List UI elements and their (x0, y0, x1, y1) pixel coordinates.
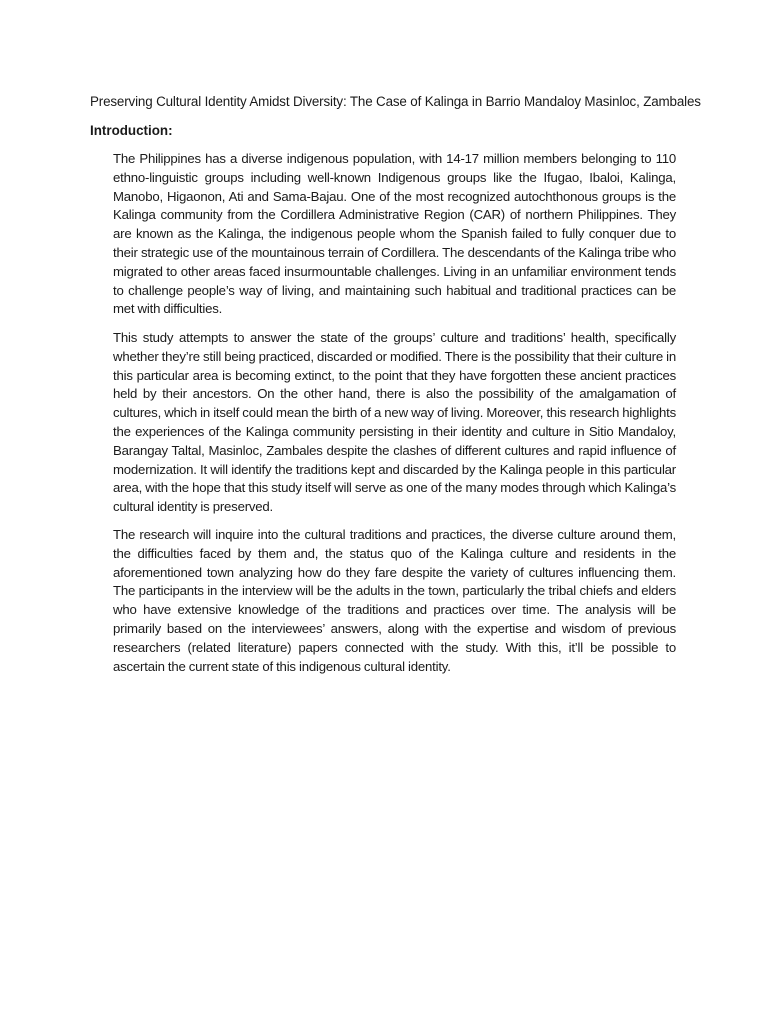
paragraph-3: The research will inquire into the cultural traditions and practices, the diverse culture around them, the difficulties faced by them and, the status quo of the Kalinga culture and residents in the aforementioned town analyzing how do they fare despite the variety of cultures influencing them. The participants in the interview will be the adults in the town, particularly the tribal chiefs and elders who have extensive knowledge of the traditions and practices over time. The analysis will be primarily based on the interviewees’ answers, along with the expertise and wisdom of previous researchers (related literature) papers connected with the study. With this, it’ll be possible to ascertain the current state of this indigenous cultural identity. (113, 527, 676, 674)
paragraph-1: The Philippines has a diverse indigenous population, with 14-17 million members belonging to 110 ethno-linguistic groups including well-known Indigenous groups like the Ifugao, Ibaloi, Kalinga, Manobo, Higaonon, Ati and Sama-Bajau. One of the most recognized autochthonous groups is the Kalinga community from the Cordillera Administrative Region (CAR) of northern Philippines. They are known as the Kalinga, the indigenous people whom the Spanish failed to fully conquer due to their strategic use of the mountainous terrain of Cordillera. The descendants of the Kalinga tribe who migrated to other areas faced insurmountable challenges. Living in an unfamiliar environment tends to challenge people’s way of living, and maintaining such habitual and traditional practices can be met with difficulties. (113, 151, 676, 317)
section-heading-introduction: Introduction: (90, 123, 173, 138)
document-title: Preserving Cultural Identity Amidst Diversity: The Case of Kalinga in Barrio Mandaloy Masinloc, Zambales (90, 94, 701, 109)
paragraph-2: This study attempts to answer the state of the groups’ culture and traditions’ health, specifically whether they’re still being practiced, discarded or modified. There is the possibility that their culture in this particular area is becoming extinct, to the point that they have forgotten these ancient practices held by their ancestors. On the other hand, there is also the possibility of the amalgamation of cultures, which in itself could mean the birth of a new way of living. Moreover, this research highlights the experiences of the Kalinga community persisting in their identity and culture in Sitio Mandaloy, Barangay Taltal, Masinloc, Zambales despite the clashes of different cultures and rapid influence of modernization. It will identify the traditions kept and discarded by the Kalinga people in this particular area, with the hope that this study itself will serve as one of the many modes through which Kalinga’s cultural identity is preserved. (113, 330, 676, 515)
